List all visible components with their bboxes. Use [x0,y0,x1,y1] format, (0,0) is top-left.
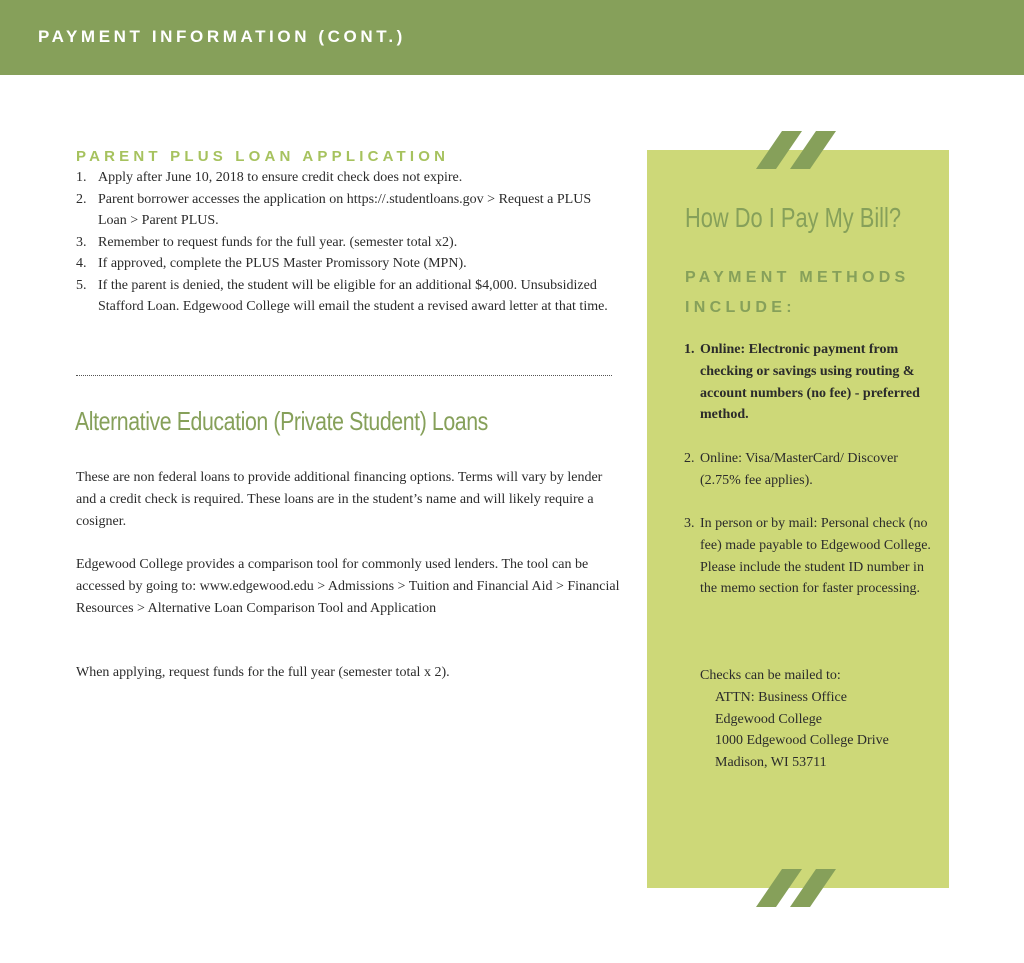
alt-loans-heading: Alternative Education (Private Student) Loans [75,406,488,436]
step-number: 5. [76,277,87,293]
step-text: Remember to request funds for the full year. (semester total x2). [98,234,458,250]
double-slash-icon [756,131,842,169]
list-item [76,253,616,275]
method-number: 3. [684,516,695,531]
plus-loan-section [76,148,616,318]
payment-method [684,448,934,492]
method-number: 2. [684,451,695,466]
payment-method [684,339,934,426]
method-text: In person or by mail: Personal check (no fee) made payable to Edgewood College. Please include the student ID number in the memo section for faster processing. [700,516,931,597]
method-number: 1. [684,342,695,357]
page-title: PAYMENT INFORMATION (CONT.) [38,27,406,46]
address-line: 1000 Edgewood College Drive [715,733,889,749]
plus-loan-heading: PARENT PLUS LOAN APPLICATION [76,148,450,165]
step-number: 1. [76,170,87,185]
step-text: If the parent is denied, the student will be eligible for an additional $4,000. Unsubsidized Stafford Loan. Edgewood College will email the student a revised award letter at that time. [98,277,608,314]
address-line: Edgewood College [715,711,822,727]
section-divider [76,375,612,376]
step-number: 4. [76,256,87,271]
alt-loans-paragraph: These are non federal loans to provide additional financing options. Terms will vary by lender and a credit check is required. These loans are in the student’s name and will likely require a cosigner. [76,470,603,529]
payment-method [684,513,934,600]
address-line: ATTN: Business Office [715,689,847,705]
address-line: Madison, WI 53711 [715,755,827,771]
method-text: Online: Visa/MasterCard/ Discover (2.75% fee applies). [700,451,898,488]
alt-loans-paragraph: Edgewood College provides a comparison tool for commonly used lenders. The tool can be accessed by going to: www.edgewood.edu > Admissions > Tuition and Financial Aid > Financial Resources > Alternative Loan Comparison Tool and Application [76,557,620,616]
mailing-info [700,665,940,774]
step-text: Apply after June 10, 2018 to ensure credit check does not expire. [98,170,463,185]
list-item [76,232,616,254]
checks-label: Checks can be mailed to: [700,668,841,683]
double-slash-icon [756,869,842,907]
list-item [76,275,616,318]
step-number: 2. [76,191,87,207]
step-text: If approved, complete the PLUS Master Promissory Note (MPN). [98,256,467,271]
panel-subtitle: PAYMENT METHODS INCLUDE: [685,269,910,316]
step-text: Parent borrower accesses the application on https://.studentloans.gov > Request a PLUS Loan > Parent PLUS. [98,191,592,228]
panel-title: How Do I Pay My Bill? [685,202,902,233]
step-number: 3. [76,234,87,250]
alt-loans-paragraph: When applying, request funds for the full year (semester total x 2). [76,665,450,680]
header-bar [0,0,1024,75]
method-text: Online: Electronic payment from checking or savings using routing & account numbers (no fee) - preferred method. [700,342,920,423]
list-item [76,167,616,189]
list-item [76,189,616,232]
plus-loan-steps [76,167,616,318]
